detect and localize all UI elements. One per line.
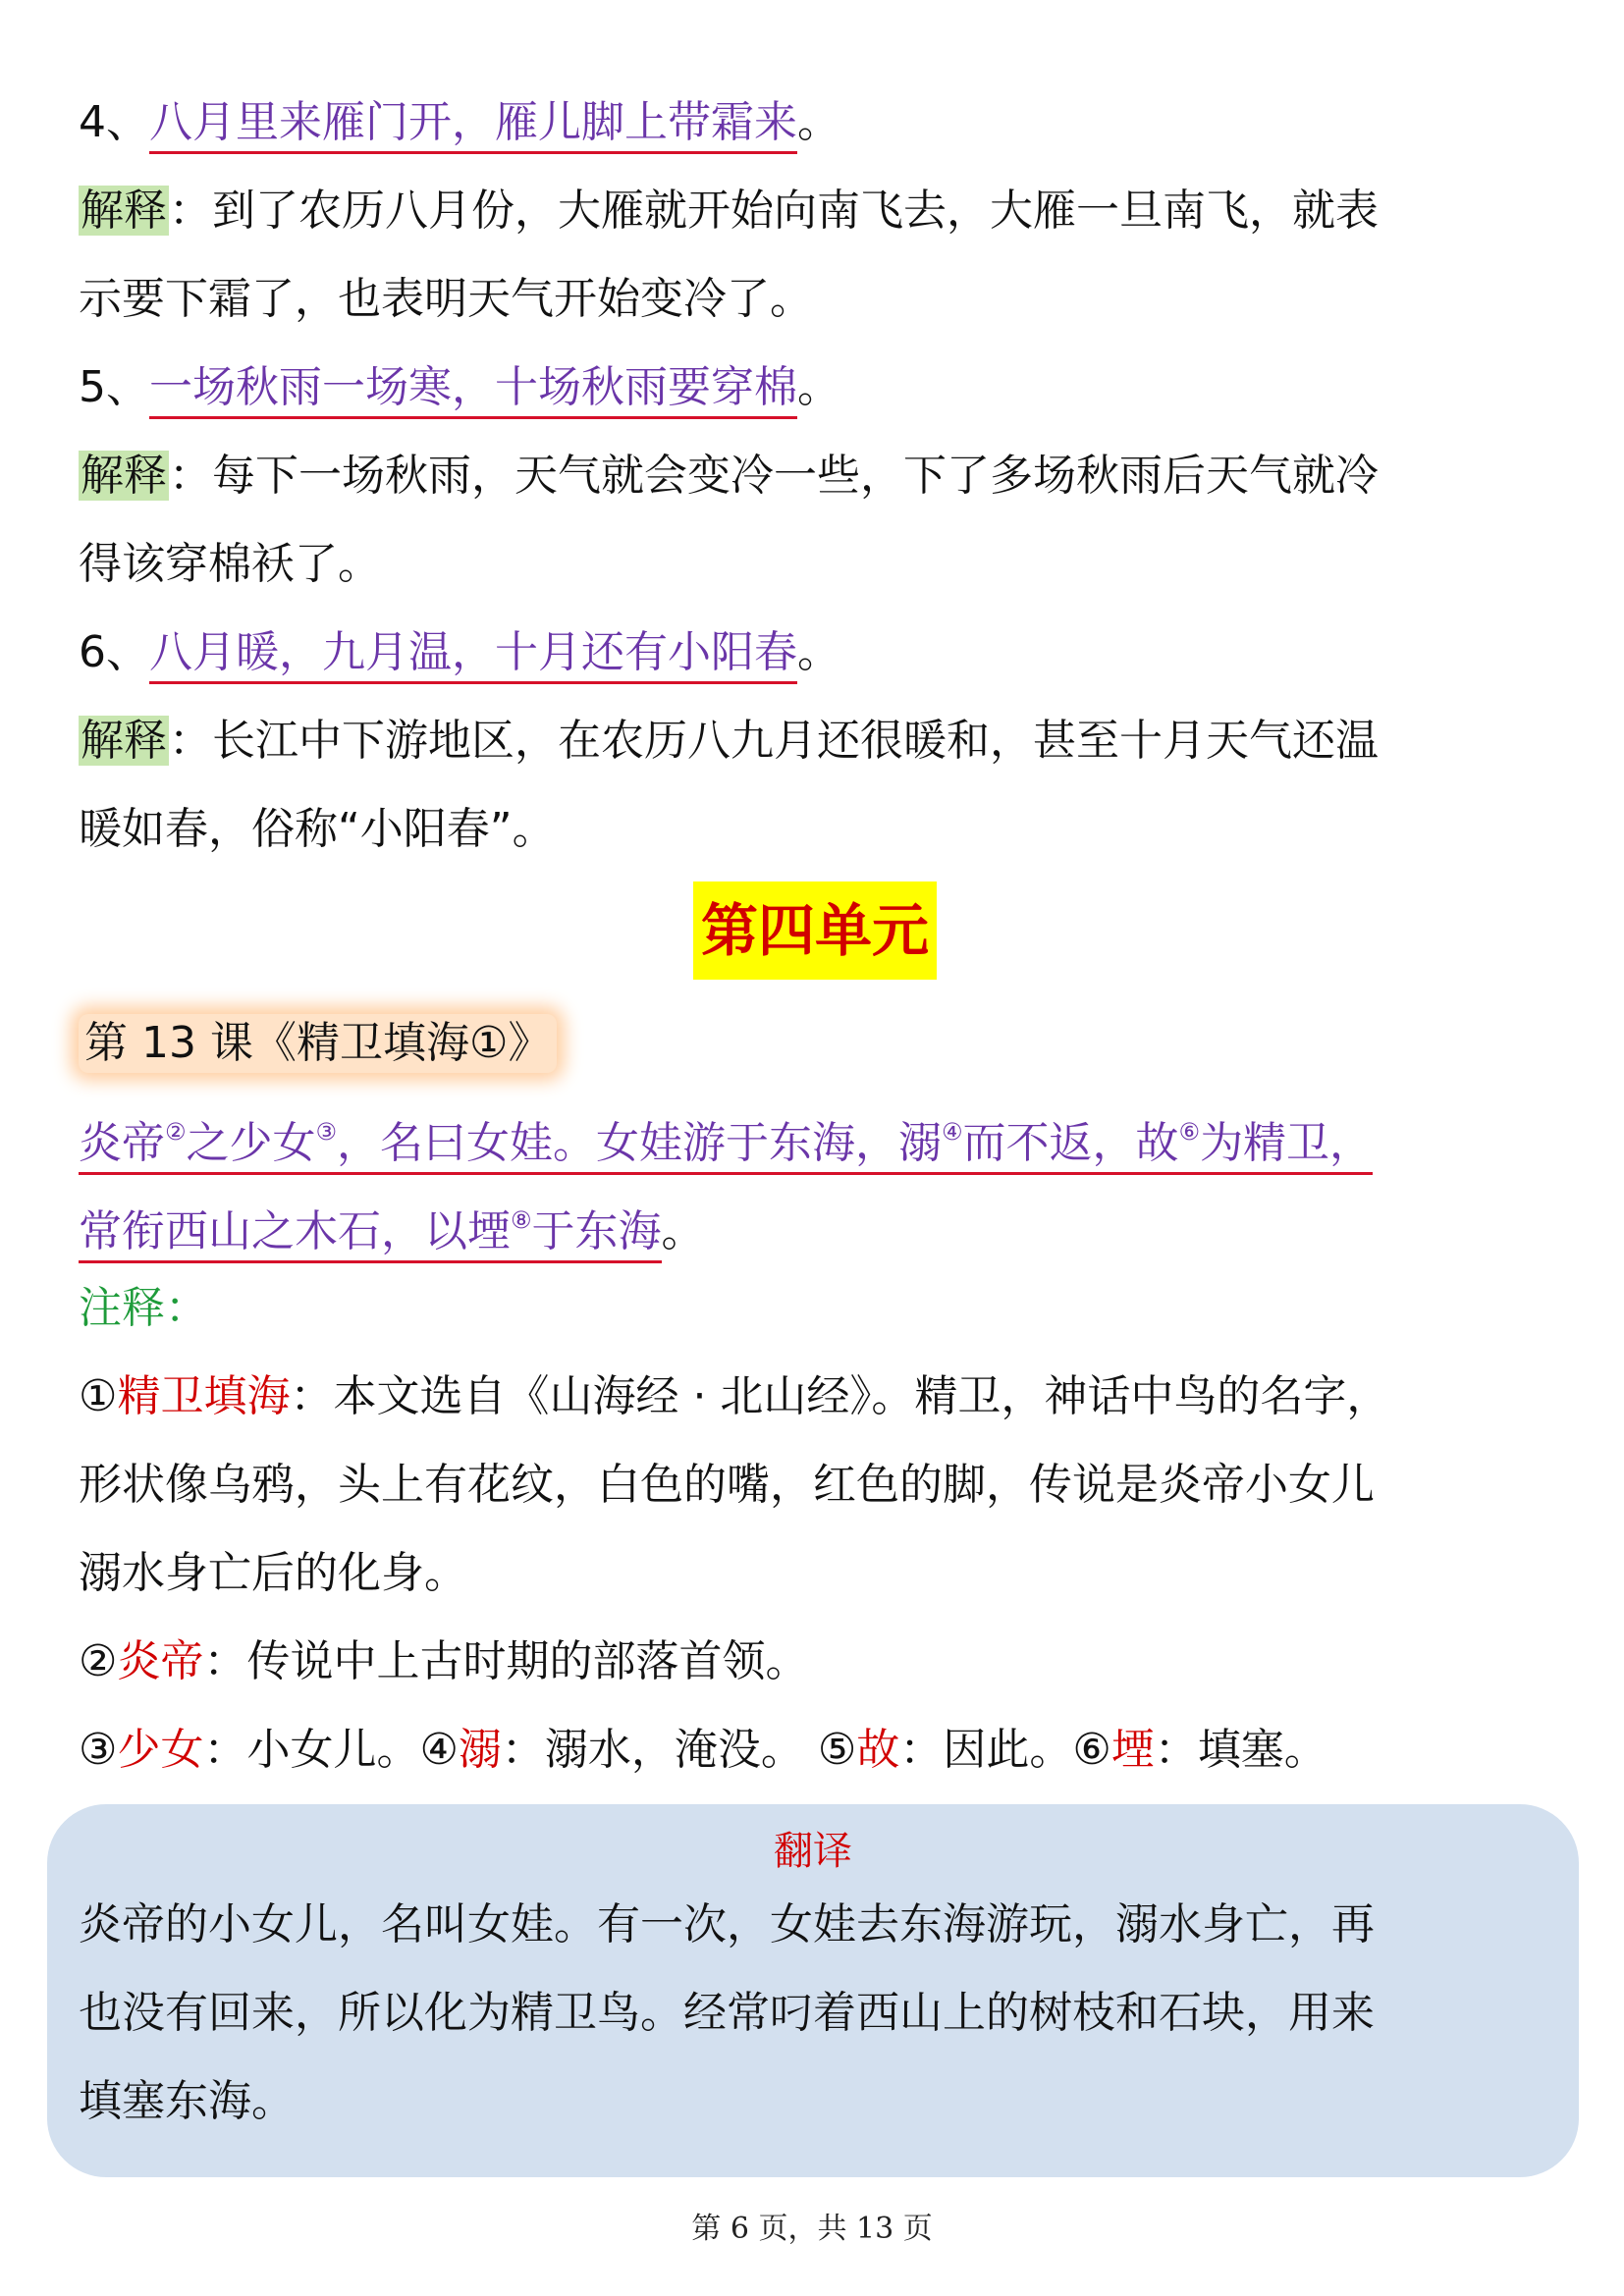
note-text: 小女儿。 <box>246 1725 420 1775</box>
page-footer: 第 6 页，共 13 页 <box>691 2212 933 2246</box>
punctuation: 。 <box>797 627 840 677</box>
footnote-mark: ② <box>165 1118 187 1146</box>
footnote-mark: ③ <box>315 1118 338 1146</box>
lesson-title: 第 13 课《精卫填海①》 <box>79 1014 557 1073</box>
translation-line: 也没有回来，所以化为精卫鸟。经常叼着西山上的树枝和石块，用来 <box>79 1988 1375 2038</box>
explanation-label: 解释 <box>81 716 167 766</box>
note-text: 溺水身亡后的化身。 <box>79 1548 467 1598</box>
explanation-label: 解释 <box>81 186 167 236</box>
note-text: 传说中上古时期的部落首领。 <box>246 1636 809 1686</box>
proverb-line-6 <box>79 609 1551 697</box>
explanation-text: 长江中下游地区，在农历八九月还很暖和，甚至十月天气还温 <box>212 716 1379 766</box>
note-1 <box>79 1353 1551 1441</box>
proverb-text: 一场秋雨一场寒，十场秋雨要穿棉 <box>149 362 797 419</box>
note-term: 溺 <box>458 1725 502 1775</box>
translation-line: 炎帝的小女儿，名叫女娃。有一次，女娃去东海游玩，溺水身亡，再 <box>79 1899 1375 1949</box>
explanation-label: 解释 <box>81 451 167 501</box>
explanation-text: 到了农历八月份，大雁就开始向南飞去，大雁一旦南飞，就表 <box>212 186 1379 236</box>
proverb-text: 八月暖，九月温，十月还有小阳春 <box>149 627 797 684</box>
classic-text: 而不返，故 <box>962 1118 1179 1168</box>
document-page <box>79 79 1551 1794</box>
colon: ： <box>169 716 212 766</box>
item-number: 5、 <box>79 362 149 412</box>
colon: ： <box>203 1725 247 1775</box>
unit-title: 第四单元 <box>693 881 937 980</box>
colon: ： <box>290 1371 334 1421</box>
explanation-text: 示要下霜了，也表明天气开始变冷了。 <box>79 274 813 324</box>
colon: ： <box>169 186 212 236</box>
item-number: 6、 <box>79 627 149 677</box>
explanation-line <box>79 697 1551 785</box>
proverb-line-5 <box>79 344 1551 432</box>
classic-text: 之少女 <box>186 1118 316 1168</box>
note-text: 因此。 <box>943 1725 1073 1775</box>
explanation-line <box>79 255 1551 344</box>
note-1-continued <box>79 1529 1551 1618</box>
colon: ： <box>1154 1725 1198 1775</box>
colon: ： <box>501 1725 545 1775</box>
note-text: 填塞。 <box>1197 1725 1327 1775</box>
translation-box <box>47 1804 1579 2177</box>
notes-title: 注释： <box>79 1283 208 1333</box>
item-number: 4、 <box>79 97 149 147</box>
explanation-line <box>79 432 1551 520</box>
classic-text-line-1 <box>79 1088 1551 1176</box>
footnote-mark: ④ <box>942 1118 963 1146</box>
colon: ： <box>203 1636 247 1686</box>
classic-text: 为精卫， <box>1200 1118 1374 1168</box>
proverb-line-4 <box>79 79 1551 167</box>
punctuation: 。 <box>797 362 840 412</box>
explanation-text: 每下一场秋雨，天气就会变冷一些，下了多场秋雨后天气就冷 <box>212 451 1379 501</box>
punctuation: 。 <box>797 97 840 147</box>
explanation-text: 暖如春，俗称“小阳春”。 <box>79 804 556 854</box>
note-term: 精卫填海 <box>117 1371 291 1421</box>
note-1-continued <box>79 1441 1551 1529</box>
classic-text-line-2 <box>79 1176 1551 1264</box>
note-text: 本文选自《山海经 · 北山经》。精卫，神话中鸟的名字， <box>333 1371 1390 1421</box>
notes-3-to-6 <box>79 1706 1551 1794</box>
explanation-line <box>79 520 1551 609</box>
explanation-line <box>79 167 1551 255</box>
colon: ： <box>899 1725 944 1775</box>
unit-heading <box>79 881 1551 999</box>
note-2 <box>79 1618 1551 1706</box>
classic-text: 于东海 <box>531 1206 662 1256</box>
note-text: 溺水，淹没。 <box>544 1725 804 1775</box>
footnote-mark: ⑧ <box>511 1206 532 1234</box>
note-term: 堙 <box>1110 1725 1155 1775</box>
punctuation: 。 <box>661 1206 705 1256</box>
footnote-mark: ⑥ <box>1178 1118 1201 1146</box>
proverb-text: 八月里来雁门开，雁儿脚上带霜来 <box>149 97 797 154</box>
note-term: 故 <box>856 1725 900 1775</box>
translation-line: 填塞东海。 <box>79 2076 295 2126</box>
classic-text: ，名曰女娃。女娃游于东海，溺 <box>337 1118 943 1168</box>
colon: ： <box>169 451 212 501</box>
note-text: 形状像乌鸦，头上有花纹，白色的嘴，红色的脚，传说是炎帝小女儿 <box>79 1460 1375 1510</box>
explanation-text: 得该穿棉袄了。 <box>79 539 381 589</box>
classic-text: 常衔西山之木石，以堙 <box>79 1206 511 1256</box>
note-mark: ② <box>79 1636 118 1686</box>
note-term: 少女 <box>117 1725 204 1775</box>
note-mark: ③ <box>79 1725 118 1775</box>
classic-text: 炎帝 <box>79 1118 165 1168</box>
lesson-heading <box>79 999 1551 1088</box>
note-mark: ④ <box>419 1725 459 1775</box>
note-term: 炎帝 <box>117 1636 204 1686</box>
translation-title: 翻译 <box>774 1829 852 1874</box>
explanation-line <box>79 785 1551 874</box>
note-mark: ⑤ <box>817 1725 857 1775</box>
note-mark: ⑥ <box>1072 1725 1111 1775</box>
note-mark: ① <box>79 1371 118 1421</box>
